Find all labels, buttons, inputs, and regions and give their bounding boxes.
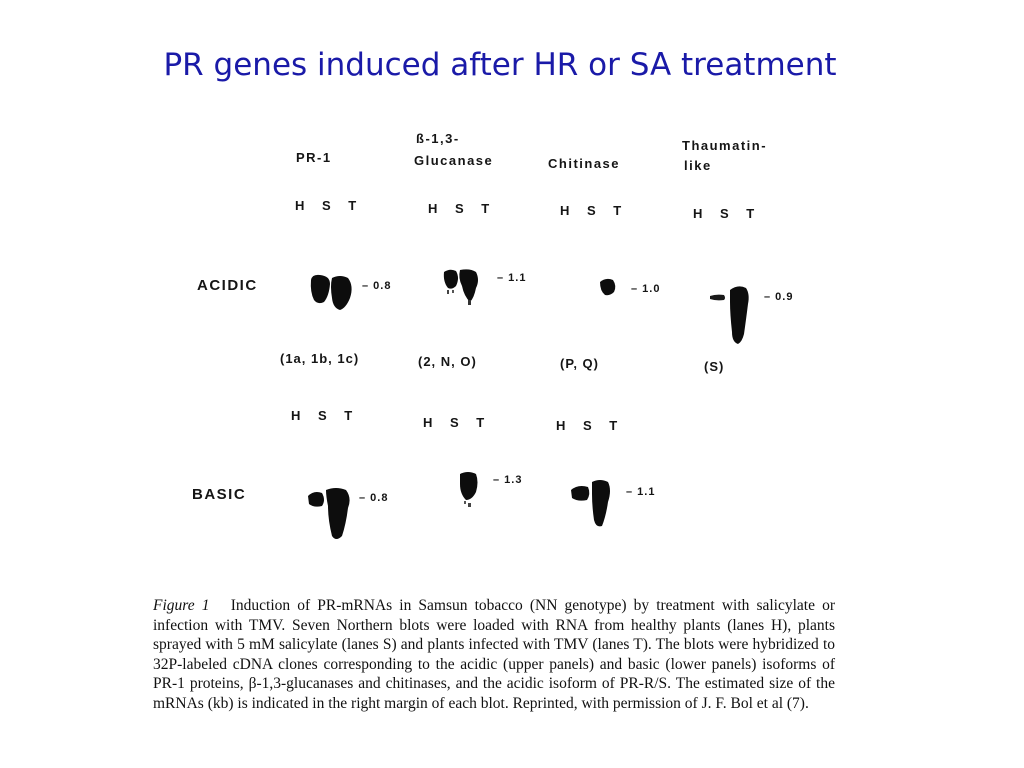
column-header-pr1: PR-1 <box>296 150 332 165</box>
lane-labels-acidic-thaumatin: H S T <box>693 206 762 221</box>
lane-labels-basic-chitinase: H S T <box>556 418 625 433</box>
size-basic-pr1: – 0.8 <box>359 492 389 504</box>
size-acidic-thaumatin: – 0.9 <box>764 291 794 303</box>
size-basic-glucanase: – 1.3 <box>493 474 523 486</box>
isoform-pr1: (1a, 1b, 1c) <box>280 351 360 366</box>
size-acidic-pr1: – 0.8 <box>362 280 392 292</box>
blot-acidic-chitinase <box>596 276 622 300</box>
lane-labels-acidic-chitinase: H S T <box>560 203 629 218</box>
size-acidic-chitinase: – 1.0 <box>631 283 661 295</box>
figure-label: Figure 1 <box>153 597 210 614</box>
blot-acidic-pr1 <box>308 272 358 318</box>
lane-labels-basic-pr1: H S T <box>291 408 360 423</box>
size-basic-chitinase: – 1.1 <box>626 486 656 498</box>
column-header-glucanase-line1: ß-1,3- <box>416 131 460 146</box>
row-label-acidic: ACIDIC <box>197 277 258 294</box>
lane-labels-acidic-glucanase: H S T <box>428 201 497 216</box>
lane-labels-acidic-pr1: H S T <box>295 198 364 213</box>
blot-basic-chitinase <box>568 478 618 532</box>
blot-basic-glucanase <box>454 470 484 514</box>
figure-caption-text: Induction of PR-mRNAs in Samsun tobacco (NN genotype) by treatment with salicylate or infection with TMV. Seven Northern blots were loaded with RNA from healthy plants (lanes H), plants sprayed with 5 mM salicylate (lanes S) and plants infected with TMV (lanes T). The blots were hybridized to 32P-labeled cDNA clones corresponding to the acidic (upper panels) and basic (lower panels) isoforms of PR-1 proteins, β-1,3-glucanases and chitinases, and the acidic isoform of PR-R/S. The estimated size of the mRNAs (kb) is indicated in the right margin of each blot. Reprinted, with permission of J. F. Bol et al (7). <box>153 597 835 712</box>
page-title: PR genes induced after HR or SA treatment <box>163 47 837 83</box>
column-header-chitinase: Chitinase <box>548 156 621 171</box>
size-acidic-glucanase: – 1.1 <box>497 272 527 284</box>
blot-acidic-glucanase <box>440 266 492 308</box>
figure-caption <box>153 596 835 713</box>
column-header-thaumatin-line2: like <box>684 158 712 173</box>
isoform-glucanase: (2, N, O) <box>418 354 477 369</box>
blot-basic-pr1 <box>306 484 358 544</box>
row-label-basic: BASIC <box>192 486 247 503</box>
lane-labels-basic-glucanase: H S T <box>423 415 492 430</box>
column-header-thaumatin-line1: Thaumatin- <box>682 138 768 153</box>
column-header-glucanase-line2: Glucanase <box>414 153 494 168</box>
isoform-thaumatin: (S) <box>704 359 725 374</box>
blot-acidic-thaumatin <box>706 284 762 348</box>
isoform-chitinase: (P, Q) <box>560 356 599 371</box>
